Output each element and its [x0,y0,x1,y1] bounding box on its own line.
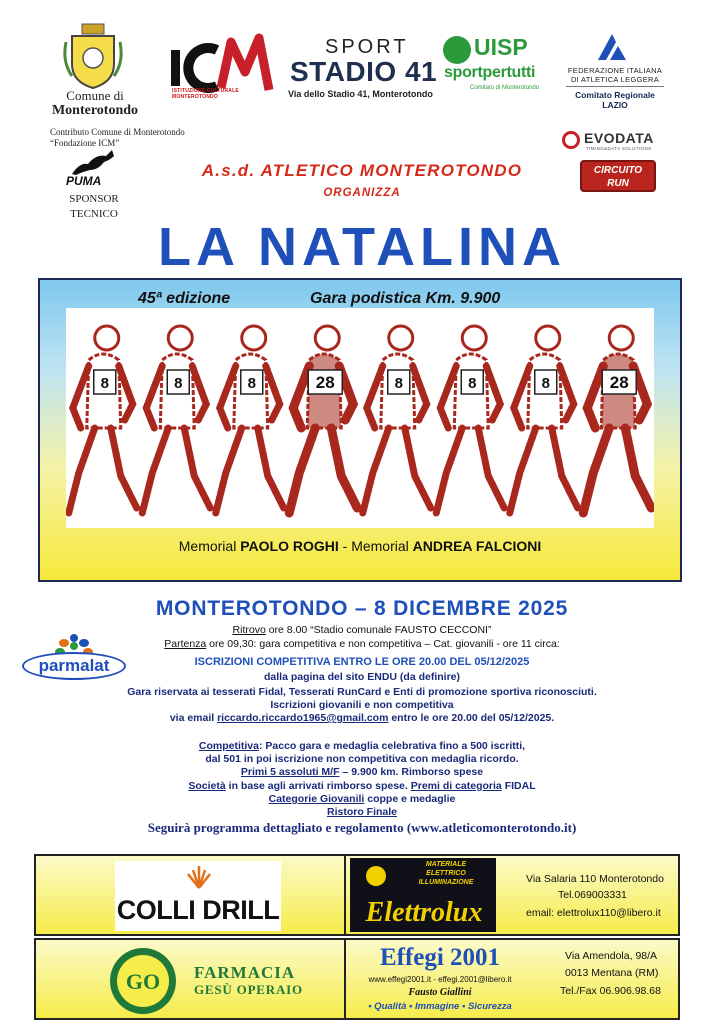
giovanili-line: Iscrizioni giovanili e non competitiva [270,699,454,711]
categorie-label: Categorie Giovanili [268,793,365,805]
societa-label: Società [188,780,226,792]
sponsor-label-2: TECNICO [70,208,118,220]
runner-figure [363,326,431,513]
categorie-line [0,793,724,805]
ritrovo-text: ore 8.00 “Stadio comunale FAUSTO CECCONI” [265,624,492,636]
effegi-web[interactable]: www.effegi2001.it - effegi.2001@libero.it [368,975,512,984]
edition-label: 45ª edizione [138,290,231,307]
endu-line: dalla pagina del sito ENDU (da definire) [263,671,461,683]
competitiva-line [0,740,724,752]
ritrovo-line [0,624,724,636]
evodata-icon [562,131,580,149]
uisp-tagline: sportpertutti [444,64,536,81]
elettrolux-tag-1: MATERIALE [425,861,467,868]
comune-name: Monterotondo [51,103,139,118]
elettrolux-address: Via Salaria 110 Monterotondo [526,873,664,885]
uisp-name: UISP [474,34,528,60]
sponsor-label-1: SPONSOR [69,193,119,205]
primi-text: – 9.900 km. Rimborso spese [339,766,484,778]
parmalat-name: parmalat [38,656,110,675]
categorie-text: coppe e medaglie [364,793,456,805]
runner-figure [142,326,210,513]
programma-line[interactable]: Seguirà programma dettagliato e regolamento (www.atleticomonterotondo.it) [147,820,577,835]
effegi-tagline: • Qualità • Immagine • Sicurezza [368,1001,512,1012]
ritrovo-label: Ritrovo [232,624,266,636]
partenza-label: Partenza [164,638,207,650]
evodata-tagline: TIMING&DATA SOLUTIONS [586,146,652,151]
email-link[interactable]: riccardo.riccardo1965@gmail.com [217,712,389,724]
evodata-name: EVODATA [584,130,654,146]
runner-figure [436,326,504,513]
effegi-name: Effegi 2001 [379,944,501,971]
primi-line [0,766,724,778]
sponsor-divider-2 [344,938,346,1020]
runner-figure [69,326,137,513]
elettrolux-tag-2: ELETTRICO [426,870,466,877]
premi-label: Premi di categoria [410,780,502,792]
bib-number: 8 [541,375,550,392]
bib-number: 8 [468,375,477,392]
riservata-line: Gara riservata ai tesserati Fidal, Tesserati RunCard e Enti di promozione sportiva riconosciuti. [127,686,597,698]
partenza-text: ore 09,30: gara competitiva e non competitiva – Cat. giovanili - ore 11 circa: [206,638,560,650]
iscrizioni-line: ISCRIZIONI COMPETITIVA ENTRO LE ORE 20.00 DEL 05/12/2025 [194,656,530,668]
societa-text: in base agli arrivati rimborso spese. [225,780,411,792]
circuito-line1: CIRCUITO [593,165,643,176]
club-title: A.s.d. ATLETICO MONTEROTONDO [201,161,523,180]
ristoro-label: Ristoro Finale [326,806,397,818]
effegi-owner: Fausto Giallini [408,987,472,998]
bib-number: 8 [247,375,256,392]
farmacia-name: FARMACIA [194,963,296,982]
contributo-line2: “Fondazione ICM” [50,138,120,148]
runner-figure [289,326,357,513]
memorial-name-1: PAOLO ROGHI [240,538,339,554]
bib-number: 8 [174,375,183,392]
comune-crest-icon [62,22,124,90]
sponsor-divider-1 [344,854,346,936]
premi-text: FIDAL [501,780,536,792]
elettrolux-phone: Tel.069003331 [558,889,627,901]
bib-number: 8 [394,375,403,392]
memorial-separator: - Memorial [338,538,413,554]
fidal-line2: DI ATLETICA LEGGERA [570,75,660,84]
effegi-address: Via Amendola, 98/A [565,950,658,962]
fidal-divider [566,86,664,87]
ristoro-line [0,806,724,818]
effegi-city: 0013 Mentana (RM) [565,967,659,979]
bib-number: 8 [100,375,109,392]
societa-line [0,780,724,792]
comune-label: Comune di [66,88,124,103]
collidrill-mark-icon [186,864,212,890]
stadio-sport-word: SPORT [325,36,409,58]
uisp-subtitle: Comitato di Monterotondo [470,85,540,91]
competitiva-label: Competitiva [198,740,259,752]
primi-label: Primi 5 assoluti M/F [240,766,340,778]
email-suffix: entro le ore 20.00 del 05/12/2025. [388,712,555,724]
email-prefix: via email [169,712,218,724]
runner-figure [216,326,284,513]
elettrolux-email: email: elettrolux110@libero.it [526,907,661,919]
contributo-line1: Contributo Comune di Monterotondo [50,127,185,137]
effegi-phone: Tel./Fax 06.906.98.68 [560,985,661,997]
memorial-line [38,538,682,554]
puma-word: PUMA [66,174,102,188]
farmacia-subname: GESÙ OPERAIO [194,982,303,997]
competitiva-text: : Pacco gara e medaglia celebrativa fino a 500 iscritti, [258,740,526,752]
bib-number: 28 [609,373,629,392]
memorial-prefix: Memorial [178,538,241,554]
icm-subtitle: ISTITUZIONE CULTURALE MONTEROTONDO [172,88,239,100]
organizza-label: ORGANIZZA [323,187,401,199]
runner-figure [583,326,651,513]
farmacia-emblem-icon [104,944,182,1018]
bib-number: 28 [315,373,335,392]
fidal-logo-icon [594,32,630,62]
elettrolux-tag-3: ILLUMINAZIONE [418,879,474,886]
dal501-line: dal 501 in poi iscrizione non competitiva con medaglia ricordo. [205,753,519,765]
distance-label: Gara podistica Km. 9.900 [310,290,501,307]
svg-text:GO: GO [125,969,161,994]
collidrill-name: COLLI DRILL [116,895,280,925]
event-title: LA NATALINA [158,217,566,277]
memorial-name-2: ANDREA FALCIONI [412,538,542,554]
event-date: MONTEROTONDO – 8 DICEMBRE 2025 [155,597,569,620]
circuito-line2: RUN [607,178,629,189]
email-line [0,712,724,724]
elettrolux-name: Elettrolux [365,897,483,928]
runner-figure [510,326,578,513]
partenza-line [0,638,724,650]
lightbulb-icon [366,866,386,886]
stadio-name: STADIO 41 [290,56,438,87]
runners-illustration [66,308,654,528]
fidal-line1: FEDERAZIONE ITALIANA [567,66,663,75]
stadio-address: Via dello Stadio 41, Monterotondo [288,89,433,99]
uisp-logo-icon [443,36,471,64]
fidal-line3: Comitato Regionale LAZIO [575,90,655,110]
